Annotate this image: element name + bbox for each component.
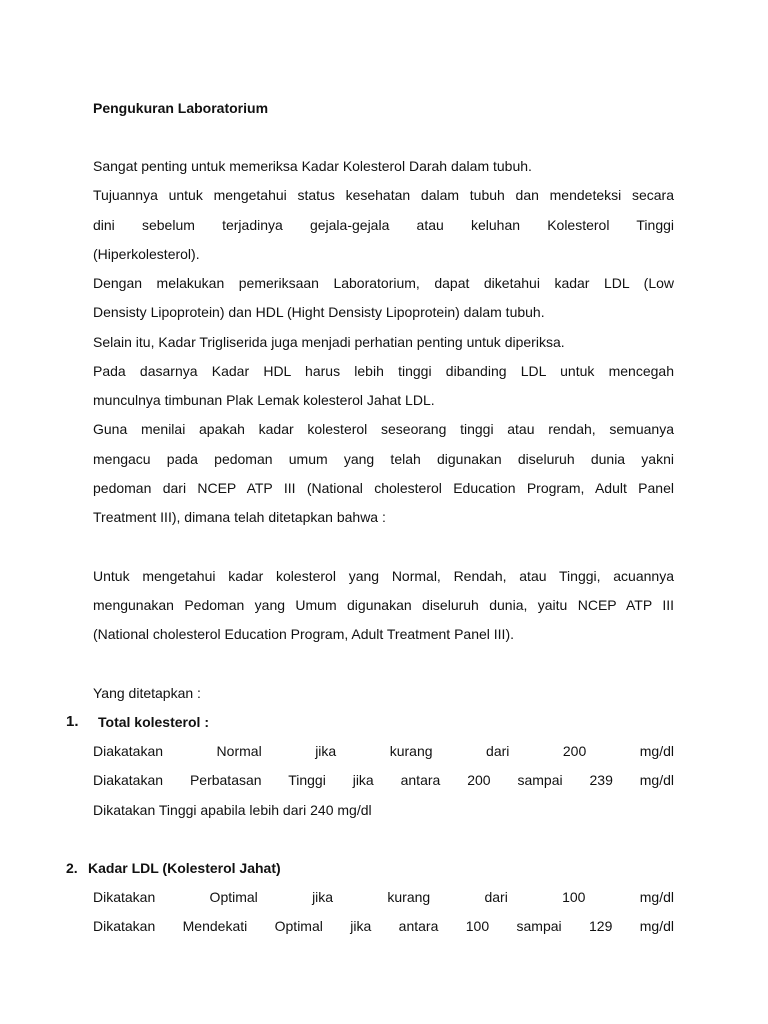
criteria-line: Dikatakan Tinggi apabila lebih dari 240 mg/dl [93,802,372,818]
criteria-line: Diakatakan Normal jika kurang dari 200 mg/dl [93,743,674,759]
criteria-line: Diakatakan Perbatasan Tinggi jika antara 200 sampai 239 mg/dl [93,772,674,788]
paragraph-line: Untuk mengetahui kadar kolesterol yang Normal, Rendah, atau Tinggi, acuannya [93,568,674,584]
paragraph-line: pedoman dari NCEP ATP III (National cholesterol Education Program, Adult Panel [93,480,674,496]
paragraph-line: Dengan melakukan pemeriksaan Laboratorium, dapat diketahui kadar LDL (Low [93,275,674,291]
paragraph-line: munculnya timbunan Plak Lemak kolesterol Jahat LDL. [93,392,435,408]
section-title: Total kolesterol : [98,714,209,730]
criteria-line: Dikatakan Mendekati Optimal jika antara 100 sampai 129 mg/dl [93,918,674,934]
section-number: 1. [66,713,79,730]
paragraph-line: mengacu pada pedoman umum yang telah digunakan diseluruh dunia yakni [93,451,674,467]
paragraph-line: Densisty Lipoprotein) dan HDL (Hight Densisty Lipoprotein) dalam tubuh. [93,304,545,320]
paragraph-line: (Hiperkolesterol). [93,246,200,262]
paragraph-line: (National cholesterol Education Program, Adult Treatment Panel III). [93,626,514,642]
paragraph-line: mengunakan Pedoman yang Umum digunakan diseluruh dunia, yaitu NCEP ATP III [93,597,674,613]
paragraph-line: Guna menilai apakah kadar kolesterol seseorang tinggi atau rendah, semuanya [93,421,674,437]
section-number: 2. [66,860,78,876]
paragraph-line: Yang ditetapkan : [93,685,201,701]
section-title: Kadar LDL (Kolesterol Jahat) [88,860,281,876]
paragraph-line: Treatment III), dimana telah ditetapkan bahwa : [93,509,386,525]
criteria-line: Dikatakan Optimal jika kurang dari 100 mg/dl [93,889,674,905]
paragraph-line: Selain itu, Kadar Trigliserida juga menjadi perhatian penting untuk diperiksa. [93,334,565,350]
paragraph-line: Pada dasarnya Kadar HDL harus lebih tinggi dibanding LDL untuk mencegah [93,363,674,379]
paragraph-line: Tujuannya untuk mengetahui status kesehatan dalam tubuh dan mendeteksi secara [93,187,674,203]
paragraph-line: Sangat penting untuk memeriksa Kadar Kolesterol Darah dalam tubuh. [93,158,532,174]
paragraph-line: dini sebelum terjadinya gejala-gejala atau keluhan Kolesterol Tinggi [93,217,674,233]
document-heading: Pengukuran Laboratorium [93,100,269,116]
